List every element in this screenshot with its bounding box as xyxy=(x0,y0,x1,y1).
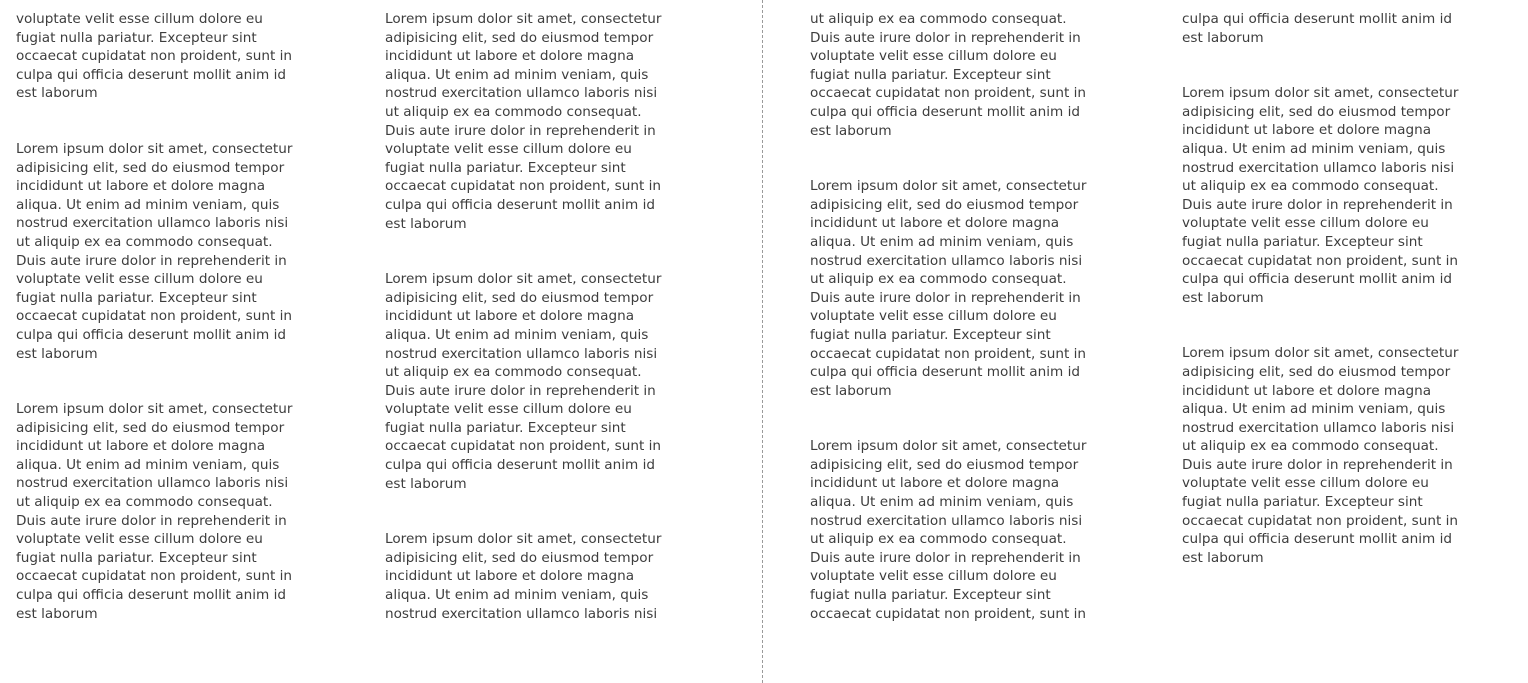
body-paragraph: Lorem ipsum dolor sit amet, consectetur adipisicing elit, sed do eiusmod tempor incididunt ut labore et dolore magna aliqua. Ut enim ad minim veniam, quis nostrud exercitation ullamco laboris nisi ut aliquip ex ea commodo consequat. Duis aute irure dolor in reprehenderit in voluptate velit esse cillum dolore eu fugiat nulla pariatur. Excepteur sint occaecat cupidatat non proident, sunt in culpa qui officia deserunt mollit anim id est laborum xyxy=(1182,85,1459,306)
body-paragraph: Lorem ipsum dolor sit amet, consectetur adipisicing elit, sed do eiusmod tempor incididunt ut labore et dolore magna aliqua. Ut enim ad minim veniam, quis nostrud exercitation ullamco laboris nisi ut aliquip ex ea commodo consequat. Duis aute irure dolor in reprehenderit in voluptate velit esse cillum dolore eu fugiat nulla pariatur. Excepteur sint occaecat cupidatat non proident, sunt in culpa qui officia deserunt mollit anim id est laborum xyxy=(385,271,662,492)
body-paragraph: Lorem ipsum dolor sit amet, consectetur adipisicing elit, sed do eiusmod tempor incididunt ut labore et dolore magna aliqua. Ut enim ad minim veniam, quis nostrud exercitation ullamco laboris nisi ut aliquip ex ea commodo consequat. Duis aute irure dolor in reprehenderit in voluptate velit esse cillum dolore eu fugiat nulla pariatur. Excepteur sint occaecat cupidatat non proident, sunt in xyxy=(810,438,1087,622)
left-page-column-1 xyxy=(16,10,358,623)
page-gutter-divider xyxy=(762,0,763,683)
body-paragraph: Lorem ipsum dolor sit amet, consectetur adipisicing elit, sed do eiusmod tempor incididunt ut labore et dolore magna aliqua. Ut enim ad minim veniam, quis nostrud exercitation ullamco laboris nisi ut aliquip ex ea commodo consequat. Duis aute irure dolor in reprehenderit in voluptate velit esse cillum dolore eu fugiat nulla pariatur. Excepteur sint occaecat cupidatat non proident, sunt in culpa qui officia deserunt mollit anim id est laborum xyxy=(810,178,1087,399)
body-paragraph: ut aliquip ex ea commodo consequat. Duis aute irure dolor in reprehenderit in voluptate velit esse cillum dolore eu fugiat nulla pariatur. Excepteur sint occaecat cupidatat non proident, sunt in culpa qui officia deserunt mollit anim id est laborum xyxy=(810,11,1086,139)
body-paragraph: Lorem ipsum dolor sit amet, consectetur adipisicing elit, sed do eiusmod tempor incididunt ut labore et dolore magna aliqua. Ut enim ad minim veniam, quis nostrud exercitation ullamco laboris nisi ut aliquip ex ea commodo consequat. Duis aute irure dolor in reprehenderit in voluptate velit esse cillum dolore eu fugiat nulla pariatur. Excepteur sint occaecat cupidatat non proident, sunt in culpa qui officia deserunt mollit anim id est laborum xyxy=(1182,345,1459,566)
body-paragraph: Lorem ipsum dolor sit amet, consectetur adipisicing elit, sed do eiusmod tempor incididunt ut labore et dolore magna aliqua. Ut enim ad minim veniam, quis nostrud exercitation ullamco laboris nisi ut aliquip ex ea commodo consequat. Duis aute irure dolor in reprehenderit in voluptate velit esse cillum dolore eu fugiat nulla pariatur. Excepteur sint occaecat cupidatat non proident, sunt in culpa qui officia deserunt mollit anim id est laborum xyxy=(385,11,662,232)
right-page-column-2 xyxy=(1182,10,1524,567)
right-page-column-1 xyxy=(810,10,1152,623)
body-paragraph: Lorem ipsum dolor sit amet, consectetur adipisicing elit, sed do eiusmod tempor incididunt ut labore et dolore magna aliqua. Ut enim ad minim veniam, quis nostrud exercitation ullamco laboris nisi ut aliquip ex ea commodo consequat. Duis aute irure dolor in reprehenderit in voluptate velit esse cillum dolore eu fugiat nulla pariatur. Excepteur sint occaecat cupidatat non proident, sunt in culpa qui officia deserunt mollit anim id est laborum xyxy=(16,140,293,362)
body-paragraph: Lorem ipsum dolor sit amet, consectetur adipisicing elit, sed do eiusmod tempor incididunt ut labore et dolore magna aliqua. Ut enim ad minim veniam, quis nostrud exercitation ullamco laboris nisi ut aliquip ex ea commodo consequat. Duis aute irure dolor in reprehenderit in voluptate velit esse cillum dolore eu fugiat nulla pariatur. Excepteur sint occaecat cupidatat non proident, sunt in culpa qui officia deserunt mollit anim id est laborum xyxy=(16,401,293,622)
left-page-column-2 xyxy=(385,10,727,623)
body-paragraph: voluptate velit esse cillum dolore eu fugiat nulla pariatur. Excepteur sint occaecat cupidatat non proident, sunt in culpa qui officia deserunt mollit anim id est laborum xyxy=(16,11,292,102)
body-paragraph: culpa qui officia deserunt mollit anim id est laborum xyxy=(1182,11,1452,46)
body-paragraph: Lorem ipsum dolor sit amet, consectetur adipisicing elit, sed do eiusmod tempor incididunt ut labore et dolore magna aliqua. Ut enim ad minim veniam, quis nostrud exercitation ullamco laboris nisi xyxy=(385,531,662,622)
